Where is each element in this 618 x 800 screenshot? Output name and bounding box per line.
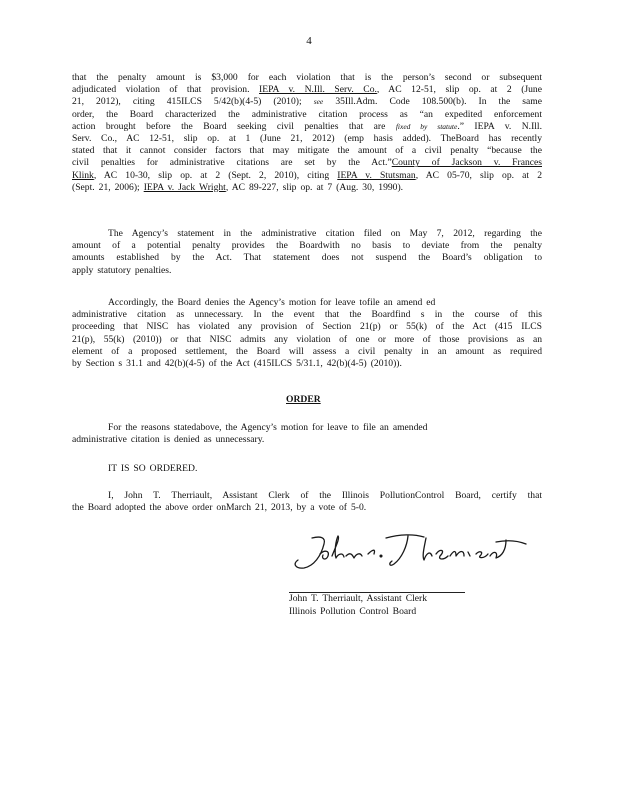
page-number: 4 [306,35,312,47]
text-line: that the penalty amount is $3,000 for each violation that is the person’s second or subsequent [72,72,542,83]
text-line: administrative citation is denied as unnecessary. [72,434,265,446]
text-span: action brought before the Board seeking civil penalties that are [72,120,386,132]
text-span: civil penalties for administrative citations are set by the Act.” [72,157,392,169]
text-line: For the reasons statedabove, the Agency’s motion for leave to file an amended [108,422,428,433]
paragraph-agency-statement [72,228,542,277]
text-line: 21(p), 55(k) (2010)) or that NISC admits any violation of one or more of those provisions as an [72,333,542,345]
handwritten-signature [290,528,530,578]
paragraph-certification [72,490,542,514]
text-span: .” IEPA v. N.Ill. [457,120,542,132]
text-span: (Sept. 21, 2006); [72,181,140,193]
case-citation: Klink [72,169,94,181]
text-line [72,157,542,169]
so-ordered-statement [72,463,542,475]
text-line: Serv. Co., AC 12-51, slip op. at 1 (June 21, 2012) (emp hasis added). TheBoard has recently [72,133,542,145]
paragraph-accordingly [72,297,542,370]
text-line [72,84,542,96]
text-line: The Agency’s statement in the administrative citation filed on May 7, 2012, regarding the [108,228,542,239]
text-line: element of a proposed settlement, the Board will assess a civil penalty in an amount as required [72,345,542,357]
text-line [72,182,542,194]
text-line: amount of a potential penalty provides the Boardwith no basis to deviate from the penalty [72,240,542,252]
text-span: 35Ill.Adm. Code 108.500(b). In the same [335,96,542,108]
text-span: , AC 05-70, slip op. at 2 [415,169,542,181]
text-line: amounts established by the Act. That statement does not suspend the Board’s obligation to [72,252,542,264]
text-line: proceeding that NISC has violated any provision of Section 21(p) or 55(k) of the Act (415 ILCS [72,321,542,333]
text-line: stated that it cannot consider factors that may mitigate the amount of a civil penalty “because the [72,145,542,157]
text-line: Accordingly, the Board denies the Agency’s motion for leave tofile an amend ed [108,297,436,308]
text-line [72,96,542,108]
text-span: , AC 10-30, slip op. at 2 (Sept. 2, 2010), citing [93,169,330,181]
text-span: 21, 2012), citing 415ILCS 5/42(b)(4-5) (2010); [72,96,302,108]
signature-block [289,593,427,618]
text-line: administrative citation as unnecessary. In the event that the Boardfind s in the course of this [72,309,542,321]
case-citation: IEPA v. Stutsman [337,169,416,181]
signer-name-title: John T. Therriault, Assistant Clerk [289,593,428,604]
text-span: , AC 12-51, slip op. at 2 (June [376,84,542,96]
text-line: the Board adopted the above order onMarch 21, 2013, by a vote of 5-0. [72,502,367,514]
text-line: by Section s 31.1 and 42(b)(4-5) of the Act (415ILCS 5/31.1, 42(b)(4-5) (2010)). [72,358,402,370]
text-line: apply statutory penalties. [72,264,172,276]
text-span: , AC 89-227, slip op. at 7 (Aug. 30, 1990). [225,181,404,193]
text-line [72,121,542,133]
signer-organization: Illinois Pollution Control Board [289,605,417,617]
text-line: I, John T. Therriault, Assistant Clerk of the Illinois PollutionControl Board, certify that [108,490,542,501]
text-line: IT IS SO ORDERED. [108,463,198,474]
paragraph-penalty-amount [72,72,542,194]
case-citation: IEPA v. Jack Wright [143,181,226,193]
case-citation: IEPA v. N.Ill. Serv. Co. [259,84,377,96]
text-span: adjudicated violation of that provision. [72,84,250,96]
text-line [72,170,542,182]
italic-signal: see [313,97,324,107]
italic-emphasis: fixed by statute [395,121,458,131]
order-heading: ORDER [286,394,321,405]
paragraph-order-text [72,422,542,446]
text-line: order, the Board characterized the administrative citation process as “an expedited enforcement [72,108,542,120]
case-citation: County of Jackson v. Frances [391,157,542,169]
